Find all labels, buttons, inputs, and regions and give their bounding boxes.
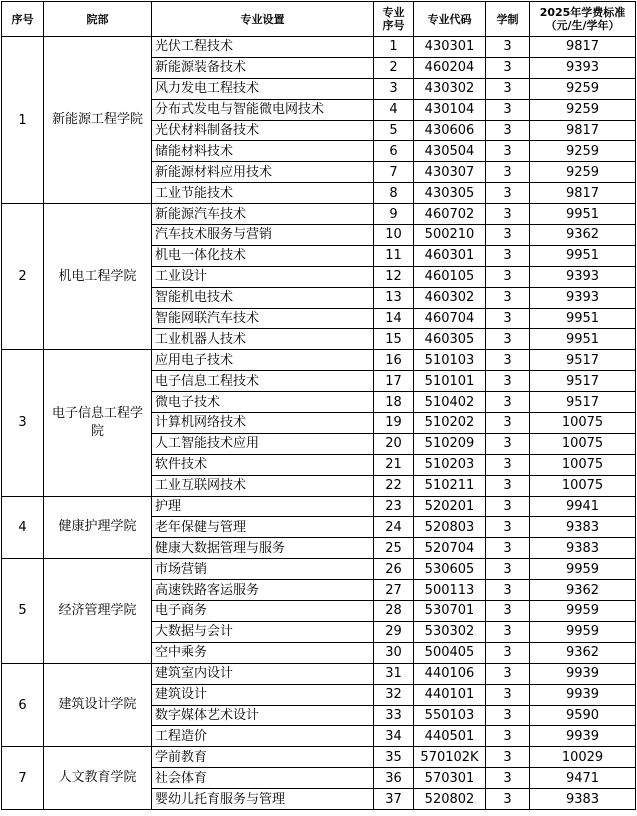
- duration-cell: 3: [486, 392, 530, 413]
- header-duration: 学制: [486, 2, 530, 37]
- major-no-cell: 17: [374, 371, 414, 392]
- code-cell: 520704: [414, 538, 486, 559]
- fee-cell: 9959: [530, 601, 636, 622]
- major-cell: 高速铁路客运服务: [152, 580, 374, 601]
- major-no-cell: 8: [374, 183, 414, 204]
- fee-cell: 9517: [530, 392, 636, 413]
- duration-cell: 3: [486, 329, 530, 350]
- code-cell: 510211: [414, 475, 486, 496]
- major-no-cell: 20: [374, 433, 414, 454]
- major-cell: 应用电子技术: [152, 350, 374, 371]
- fee-cell: 9939: [530, 663, 636, 684]
- code-cell: 500210: [414, 225, 486, 246]
- major-no-cell: 14: [374, 308, 414, 329]
- code-cell: 520201: [414, 496, 486, 517]
- major-no-cell: 12: [374, 266, 414, 287]
- major-no-cell: 6: [374, 141, 414, 162]
- fee-cell: 9259: [530, 162, 636, 183]
- code-cell: 520802: [414, 789, 486, 810]
- duration-cell: 3: [486, 663, 530, 684]
- fee-cell: 9590: [530, 705, 636, 726]
- code-cell: 430104: [414, 99, 486, 120]
- duration-cell: 3: [486, 768, 530, 789]
- major-no-cell: 27: [374, 580, 414, 601]
- group-no-cell: 5: [2, 559, 44, 663]
- fee-cell: 9517: [530, 350, 636, 371]
- code-cell: 460302: [414, 287, 486, 308]
- major-cell: 新能源材料应用技术: [152, 162, 374, 183]
- major-no-cell: 25: [374, 538, 414, 559]
- code-cell: 570102K: [414, 747, 486, 768]
- duration-cell: 3: [486, 350, 530, 371]
- duration-cell: 3: [486, 287, 530, 308]
- major-no-cell: 7: [374, 162, 414, 183]
- code-cell: 510402: [414, 392, 486, 413]
- major-cell: 电子信息工程技术: [152, 371, 374, 392]
- code-cell: 510103: [414, 350, 486, 371]
- major-cell: 光伏工程技术: [152, 37, 374, 58]
- group-no-cell: 4: [2, 496, 44, 559]
- major-no-cell: 30: [374, 642, 414, 663]
- major-no-cell: 36: [374, 768, 414, 789]
- major-cell: 光伏材料制备技术: [152, 120, 374, 141]
- major-cell: 建筑设计: [152, 684, 374, 705]
- duration-cell: 3: [486, 705, 530, 726]
- major-cell: 大数据与会计: [152, 621, 374, 642]
- code-cell: 430504: [414, 141, 486, 162]
- group-no-cell: 7: [2, 747, 44, 810]
- major-no-cell: 4: [374, 99, 414, 120]
- major-cell: 社会体育: [152, 768, 374, 789]
- major-cell: 工业互联网技术: [152, 475, 374, 496]
- college-cell: 经济管理学院: [44, 559, 152, 663]
- table-row: [2, 204, 636, 225]
- major-cell: 智能网联汽车技术: [152, 308, 374, 329]
- major-no-cell: 33: [374, 705, 414, 726]
- duration-cell: 3: [486, 371, 530, 392]
- header-major-no-line2: 序号: [382, 19, 405, 32]
- major-cell: 数字媒体艺术设计: [152, 705, 374, 726]
- table-row: [2, 496, 636, 517]
- fee-cell: 9362: [530, 642, 636, 663]
- major-no-cell: 32: [374, 684, 414, 705]
- header-fee-line2: （元/生/学年）: [545, 19, 620, 32]
- code-cell: 500405: [414, 642, 486, 663]
- duration-cell: 3: [486, 789, 530, 810]
- duration-cell: 3: [486, 99, 530, 120]
- major-cell: 机电一体化技术: [152, 245, 374, 266]
- duration-cell: 3: [486, 538, 530, 559]
- college-cell: 人文教育学院: [44, 747, 152, 810]
- header-major-no-line1: 专业: [382, 6, 405, 19]
- duration-cell: 3: [486, 496, 530, 517]
- duration-cell: 3: [486, 78, 530, 99]
- duration-cell: 3: [486, 684, 530, 705]
- fee-cell: 9959: [530, 559, 636, 580]
- major-no-cell: 3: [374, 78, 414, 99]
- major-no-cell: 13: [374, 287, 414, 308]
- duration-cell: 3: [486, 454, 530, 475]
- duration-cell: 3: [486, 475, 530, 496]
- major-cell: 计算机网络技术: [152, 413, 374, 434]
- fee-cell: 9383: [530, 538, 636, 559]
- major-cell: 工业节能技术: [152, 183, 374, 204]
- major-no-cell: 21: [374, 454, 414, 475]
- duration-cell: 3: [486, 37, 530, 58]
- code-cell: 460105: [414, 266, 486, 287]
- major-cell: 学前教育: [152, 747, 374, 768]
- header-group-no: 序号: [2, 2, 44, 37]
- code-cell: 530605: [414, 559, 486, 580]
- major-cell: 工程造价: [152, 726, 374, 747]
- code-cell: 460702: [414, 204, 486, 225]
- major-cell: 工业设计: [152, 266, 374, 287]
- fee-cell: 9362: [530, 580, 636, 601]
- major-no-cell: 26: [374, 559, 414, 580]
- major-no-cell: 1: [374, 37, 414, 58]
- major-no-cell: 16: [374, 350, 414, 371]
- fee-cell: 9471: [530, 768, 636, 789]
- fee-cell: 9393: [530, 287, 636, 308]
- duration-cell: 3: [486, 162, 530, 183]
- duration-cell: 3: [486, 245, 530, 266]
- fee-cell: 9951: [530, 329, 636, 350]
- code-cell: 500113: [414, 580, 486, 601]
- major-cell: 储能材料技术: [152, 141, 374, 162]
- code-cell: 440106: [414, 663, 486, 684]
- fee-cell: 9383: [530, 517, 636, 538]
- code-cell: 530302: [414, 621, 486, 642]
- fee-cell: 9951: [530, 245, 636, 266]
- college-cell: 健康护理学院: [44, 496, 152, 559]
- code-cell: 510209: [414, 433, 486, 454]
- fee-cell: 9362: [530, 225, 636, 246]
- fee-cell: 9259: [530, 78, 636, 99]
- major-cell: 微电子技术: [152, 392, 374, 413]
- duration-cell: 3: [486, 747, 530, 768]
- major-no-cell: 24: [374, 517, 414, 538]
- fee-cell: 9941: [530, 496, 636, 517]
- code-cell: 510101: [414, 371, 486, 392]
- major-cell: 护理: [152, 496, 374, 517]
- code-cell: 460301: [414, 245, 486, 266]
- fee-cell: 9817: [530, 120, 636, 141]
- fee-cell: 10075: [530, 475, 636, 496]
- duration-cell: 3: [486, 308, 530, 329]
- fee-cell: 10075: [530, 454, 636, 475]
- fee-cell: 9393: [530, 57, 636, 78]
- table-row: [2, 747, 636, 768]
- code-cell: 530701: [414, 601, 486, 622]
- major-no-cell: 22: [374, 475, 414, 496]
- major-cell: 风力发电工程技术: [152, 78, 374, 99]
- header-college: 院部: [44, 2, 152, 37]
- major-no-cell: 37: [374, 789, 414, 810]
- code-cell: 430606: [414, 120, 486, 141]
- header-fee-line1: 2025年学费标准: [539, 6, 626, 19]
- header-major-no: [374, 2, 414, 37]
- major-cell: 婴幼儿托育服务与管理: [152, 789, 374, 810]
- fee-cell: 10029: [530, 747, 636, 768]
- major-no-cell: 29: [374, 621, 414, 642]
- code-cell: 570301: [414, 768, 486, 789]
- college-cell: 新能源工程学院: [44, 37, 152, 204]
- duration-cell: 3: [486, 621, 530, 642]
- code-cell: 440501: [414, 726, 486, 747]
- table-row: [2, 559, 636, 580]
- group-no-cell: 6: [2, 663, 44, 747]
- code-cell: 430302: [414, 78, 486, 99]
- college-cell: 机电工程学院: [44, 204, 152, 350]
- major-cell: 分布式发电与智能微电网技术: [152, 99, 374, 120]
- major-no-cell: 11: [374, 245, 414, 266]
- code-cell: 460305: [414, 329, 486, 350]
- duration-cell: 3: [486, 141, 530, 162]
- group-no-cell: 1: [2, 37, 44, 204]
- group-no-cell: 2: [2, 204, 44, 350]
- major-cell: 新能源装备技术: [152, 57, 374, 78]
- fee-cell: 9939: [530, 726, 636, 747]
- fee-cell: 9959: [530, 621, 636, 642]
- duration-cell: 3: [486, 433, 530, 454]
- fee-cell: 10075: [530, 433, 636, 454]
- code-cell: 510203: [414, 454, 486, 475]
- major-no-cell: 18: [374, 392, 414, 413]
- fee-cell: 9259: [530, 141, 636, 162]
- tuition-table: [1, 1, 636, 810]
- major-cell: 软件技术: [152, 454, 374, 475]
- group-no-cell: 3: [2, 350, 44, 496]
- major-cell: 汽车技术服务与营销: [152, 225, 374, 246]
- major-cell: 老年保健与管理: [152, 517, 374, 538]
- header-row: [2, 2, 636, 37]
- fee-cell: 9817: [530, 37, 636, 58]
- major-cell: 工业机器人技术: [152, 329, 374, 350]
- major-no-cell: 2: [374, 57, 414, 78]
- fee-cell: 9393: [530, 266, 636, 287]
- duration-cell: 3: [486, 580, 530, 601]
- duration-cell: 3: [486, 225, 530, 246]
- fee-cell: 9259: [530, 99, 636, 120]
- major-no-cell: 31: [374, 663, 414, 684]
- major-cell: 人工智能技术应用: [152, 433, 374, 454]
- major-cell: 电子商务: [152, 601, 374, 622]
- duration-cell: 3: [486, 559, 530, 580]
- code-cell: 550103: [414, 705, 486, 726]
- major-no-cell: 5: [374, 120, 414, 141]
- duration-cell: 3: [486, 517, 530, 538]
- code-cell: 460204: [414, 57, 486, 78]
- major-cell: 智能机电技术: [152, 287, 374, 308]
- major-no-cell: 9: [374, 204, 414, 225]
- fee-cell: 10075: [530, 413, 636, 434]
- major-no-cell: 28: [374, 601, 414, 622]
- major-no-cell: 34: [374, 726, 414, 747]
- table-row: [2, 350, 636, 371]
- fee-cell: 9939: [530, 684, 636, 705]
- major-cell: 市场营销: [152, 559, 374, 580]
- major-no-cell: 19: [374, 413, 414, 434]
- fee-cell: 9951: [530, 308, 636, 329]
- major-cell: 健康大数据管理与服务: [152, 538, 374, 559]
- fee-cell: 9951: [530, 204, 636, 225]
- major-no-cell: 23: [374, 496, 414, 517]
- duration-cell: 3: [486, 183, 530, 204]
- header-code: 专业代码: [414, 2, 486, 37]
- duration-cell: 3: [486, 601, 530, 622]
- major-no-cell: 15: [374, 329, 414, 350]
- header-fee: [530, 2, 636, 37]
- college-cell: 建筑设计学院: [44, 663, 152, 747]
- fee-cell: 9817: [530, 183, 636, 204]
- code-cell: 430305: [414, 183, 486, 204]
- major-cell: 空中乘务: [152, 642, 374, 663]
- major-no-cell: 10: [374, 225, 414, 246]
- duration-cell: 3: [486, 57, 530, 78]
- major-cell: 建筑室内设计: [152, 663, 374, 684]
- code-cell: 430301: [414, 37, 486, 58]
- duration-cell: 3: [486, 642, 530, 663]
- duration-cell: 3: [486, 413, 530, 434]
- major-no-cell: 35: [374, 747, 414, 768]
- duration-cell: 3: [486, 120, 530, 141]
- fee-cell: 9517: [530, 371, 636, 392]
- code-cell: 440101: [414, 684, 486, 705]
- table-row: [2, 37, 636, 58]
- code-cell: 510202: [414, 413, 486, 434]
- duration-cell: 3: [486, 726, 530, 747]
- fee-cell: 9383: [530, 789, 636, 810]
- header-major: 专业设置: [152, 2, 374, 37]
- table-row: [2, 663, 636, 684]
- duration-cell: 3: [486, 266, 530, 287]
- major-cell: 新能源汽车技术: [152, 204, 374, 225]
- college-cell: 电子信息工程学院: [44, 350, 152, 496]
- code-cell: 520803: [414, 517, 486, 538]
- duration-cell: 3: [486, 204, 530, 225]
- code-cell: 460704: [414, 308, 486, 329]
- code-cell: 430307: [414, 162, 486, 183]
